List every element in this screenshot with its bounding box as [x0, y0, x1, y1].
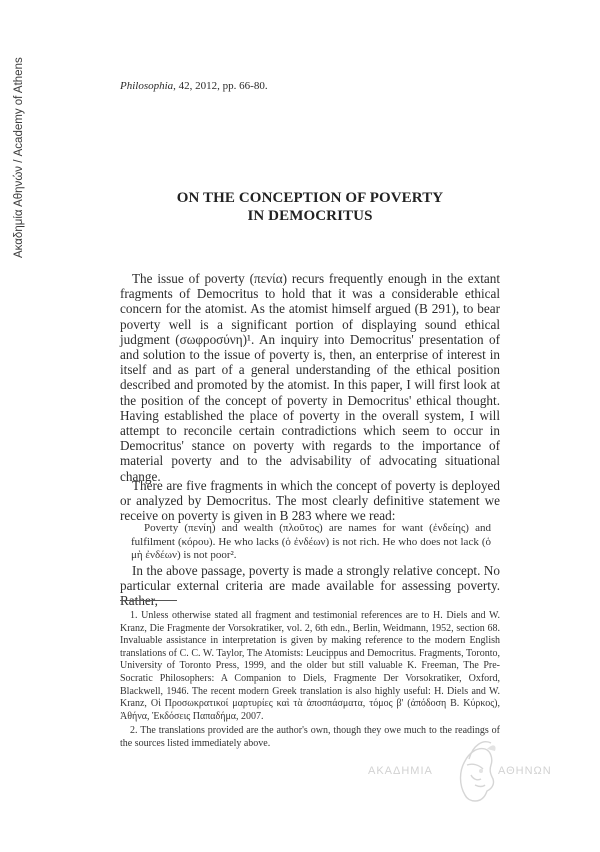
body-paragraph-1 [120, 271, 500, 484]
paragraph-text: There are five fragments in which the concept of poverty is deployed or analyzed by Democritus. The most clearly definitive statement we receive on poverty is given in B 283 where we read: [120, 478, 500, 524]
footnote-2: 2. The translations provided are the author's own, though they owe much to the readings of the sources listed immediately above. [120, 725, 500, 749]
side-watermark-text: Ακαδημία Αθηνών / Academy of Athens [13, 57, 25, 258]
logo-text-right: ΑΘΗΝΩΝ [498, 765, 552, 777]
footnotes [120, 610, 500, 753]
side-watermark [9, 40, 33, 270]
footnote-1: 1. Unless otherwise stated all fragment and testimonial references are to H. Diels and W. Kranz, Die Fragmente der Vorsokratiker, vol. 2, 6th edn., Berlin, Weidmann, 1952, section 68. Invaluable assistance in interpretation is given by making reference to the modern English translations of C. C. W. Taylor, The Atomists: Leucippus and Democritus. Fragments, Toronto, University of Toronto Press, 1999, and the older but still valuable K. Freeman, The Pre-Socratic Philosophers: A Companion to Diels, Fragmente Der Vorsokratiker, Oxford, Blackwell, 1946. The recent modern Greek translation is also highly useful: H. Diels and W. Kranz, Οἱ Προσωκρατικοί μαρτυρίες καὶ τὰ ἀποσπάσματα, τόμος β' (ἀπόδοση Β. Κύρκος), Ἀθήνα, Ἐκδόσεις Παπαδήμα, 2007. [120, 610, 500, 722]
article-title-line-2: IN DEMOCRITUS [247, 208, 373, 224]
athena-head-icon [451, 735, 499, 807]
block-quote [131, 522, 491, 563]
paragraph-text: The issue of poverty (πενία) recurs frequently enough in the extant fragments of Democritus to hold that it was a considerable ethical concern for the atomist. As the atomist himself argued (B 291), to bear poverty well is a significant portion of displaying sound ethical judgment (σωφροσύνη)¹. An inquiry into Democritus' presentation of and solution to the issue of poverty is, then, an enterprise of interest in itself and as part of a general understanding of the ethical position described and promoted by the atomist. In this paper, I will first look at the position of the concept of poverty in Democritus' ethical thought. Having established the place of poverty in the overall system, I will attempt to reconcile certain contradictions which seem to occur in Democritus' stance on poverty with regards to the importance of material poverty and to the advisability of advocating situational change. [120, 271, 500, 484]
paragraph-text: In the above passage, poverty is made a strongly relative concept. No particular external criteria are made available for assessing poverty. Rather, [120, 563, 500, 609]
body-paragraph-3 [120, 563, 500, 609]
academy-watermark-logo [368, 735, 552, 807]
quote-text: Poverty (πενίη) and wealth (πλοῦτος) are names for want (ἐνδείης) and fulfilment (κόρου). He who lacks (ὁ ἐνδέων) is not rich. He who does not lack (ὁ μὴ ἐνδέων) is not poor². [131, 522, 491, 561]
logo-text-left: ΑΚΑΔΗΜΙΑ [368, 765, 433, 777]
citation-details: , 42, 2012, pp. 66-80. [173, 80, 268, 92]
journal-citation [120, 80, 268, 92]
footnote-rule [120, 600, 177, 601]
article-title-line-1: ON THE CONCEPTION OF POVERTY [176, 190, 444, 206]
body-paragraph-2 [120, 478, 500, 524]
journal-name: Philosophia [120, 80, 174, 92]
